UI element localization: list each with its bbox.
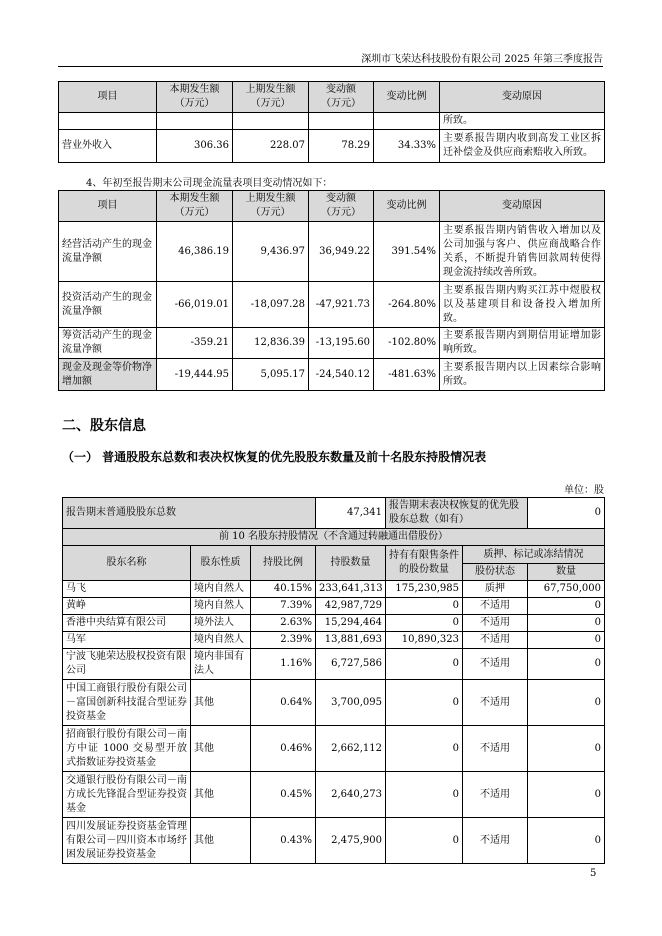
shareholder-count: 67,750,000: [528, 581, 605, 598]
shareholder-restricted: 0: [386, 680, 463, 726]
shareholder-header-row: [63, 546, 605, 564]
row-ratio: -481.63%: [374, 359, 440, 391]
shareholder-count: 0: [528, 818, 605, 864]
table-cell: [374, 113, 440, 130]
reason-continuation: 所致。: [440, 113, 605, 130]
table-row: [63, 649, 605, 680]
col-header-change-text: 变动额 （万元）: [321, 84, 361, 109]
row-item: 营业外收入: [59, 130, 157, 163]
col-header-restricted: 持有有限售条件的股份数量: [386, 546, 463, 581]
shareholder-name: 中国工商银行股份有限公司－富国创新科技混合型证券投资基金: [63, 680, 191, 726]
shareholder-nature: 其他: [191, 726, 251, 772]
row-item: 经营活动产生的现金流量净额: [59, 222, 157, 282]
shareholder-status: 不适用: [463, 726, 528, 772]
shareholder-status: 不适用: [463, 598, 528, 615]
row-reason: 主要系报告期内到期信用证增加影响所致。: [440, 328, 605, 359]
shareholder-quantity: 6,727,586: [316, 649, 386, 680]
shareholder-restricted: 0: [386, 598, 463, 615]
row-current: -359.21: [157, 328, 233, 359]
row-reason: 主要系报告期内销售收入增加以及公司加强与客户、供应商战略合作关系，不断提升销售回款周转使得现金流持续改善所致。: [440, 222, 605, 282]
row-previous: 9,436.97: [233, 222, 309, 282]
total-shareholders-label: 报告期末普通股股东总数: [63, 498, 316, 529]
table-row: [59, 113, 605, 130]
row-current: -66,019.01: [157, 282, 233, 328]
col-header-status: 股份状态: [463, 564, 528, 581]
col-header-change: [309, 82, 374, 113]
shareholder-nature: 其他: [191, 772, 251, 818]
shareholder-quantity: 15,294,464: [316, 615, 386, 632]
shareholder-count: 0: [528, 615, 605, 632]
shareholder-restricted: 0: [386, 726, 463, 772]
shareholder-quantity: 3,700,095: [316, 680, 386, 726]
unit-label: 单位：股: [564, 485, 604, 496]
col-header-change-text: 变动额 （万元）: [321, 193, 361, 218]
shareholder-ratio: 0.45%: [251, 772, 316, 818]
row-change: 36,949.22: [309, 222, 374, 282]
report-header: 深圳市飞荣达科技股份有限公司 2025 年第三季度报告: [361, 54, 603, 65]
col-header-ratio: 变动比例: [374, 82, 440, 113]
table-row: [63, 680, 605, 726]
table-row: [59, 328, 605, 359]
shareholder-name: 黄峥: [63, 598, 191, 615]
table-cell: [157, 113, 233, 130]
preferred-shareholders-value: 0: [528, 498, 605, 529]
col-header-previous: [233, 191, 309, 222]
col-header-item: 项目: [59, 191, 157, 222]
shareholder-count: 0: [528, 772, 605, 818]
shareholder-quantity: 2,475,900: [316, 818, 386, 864]
shareholder-status: 不适用: [463, 680, 528, 726]
shareholder-name: 香港中央结算有限公司: [63, 615, 191, 632]
shareholder-restricted: 175,230,985: [386, 581, 463, 598]
shareholder-name: 马军: [63, 632, 191, 649]
table-header-row: [59, 82, 605, 113]
row-item: 筹资活动产生的现金流量净额: [59, 328, 157, 359]
shareholder-nature: 境外法人: [191, 615, 251, 632]
table-row: [63, 581, 605, 598]
table-row: [63, 726, 605, 772]
col-header-ratio: 持股比例: [251, 546, 316, 581]
shareholder-count: 0: [528, 680, 605, 726]
total-shareholders-row: [63, 498, 605, 529]
row-change: -47,921.73: [309, 282, 374, 328]
col-header-current-text: 本期发生额 （万元）: [169, 84, 220, 109]
shareholder-table: [62, 497, 605, 864]
col-header-name: 股东名称: [63, 546, 191, 581]
shareholder-name: 马飞: [63, 581, 191, 598]
shareholder-nature: 其他: [191, 818, 251, 864]
row-ratio: -264.80%: [374, 282, 440, 328]
row-current: 306.36: [157, 130, 233, 163]
col-header-previous-text: 上期发生额 （万元）: [245, 193, 296, 218]
shareholder-count: 0: [528, 726, 605, 772]
table-cell: [233, 113, 309, 130]
shareholder-ratio: 2.39%: [251, 632, 316, 649]
table-row: [59, 130, 605, 163]
shareholder-nature: 其他: [191, 680, 251, 726]
table-row: [63, 615, 605, 632]
col-header-item: 项目: [59, 82, 157, 113]
shareholder-name: 宁波飞驰荣达股权投资有限公司: [63, 649, 191, 680]
shareholder-ratio: 40.15%: [251, 581, 316, 598]
table-row: [59, 282, 605, 328]
shareholder-quantity: 2,640,273: [316, 772, 386, 818]
shareholder-restricted: 0: [386, 649, 463, 680]
col-header-previous-text: 上期发生额 （万元）: [245, 84, 296, 109]
shareholder-name: 交通银行股份有限公司－南方成长先锋混合型证券投资基金: [63, 772, 191, 818]
col-header-current: [157, 82, 233, 113]
shareholder-status: 不适用: [463, 632, 528, 649]
col-header-previous: [233, 82, 309, 113]
row-item: 投资活动产生的现金流量净额: [59, 282, 157, 328]
row-current: -19,444.95: [157, 359, 233, 391]
table-header-row: [59, 191, 605, 222]
col-header-reason: 变动原因: [440, 191, 605, 222]
col-header-reason: 变动原因: [440, 82, 605, 113]
shareholder-quantity: 13,881,693: [316, 632, 386, 649]
section-title-shareholders: 二、股东信息: [62, 418, 146, 434]
shareholder-status: 不适用: [463, 818, 528, 864]
col-header-nature: 股东性质: [191, 546, 251, 581]
row-item: 现金及现金等价物净增加额: [59, 359, 157, 391]
row-ratio: 34.33%: [374, 130, 440, 163]
top10-title: 前 10 名股东持股情况（不含通过转融通出借股份）: [63, 529, 605, 546]
row-ratio: 391.54%: [374, 222, 440, 282]
shareholder-name: 四川发展证券投资基金管理有限公司－四川资本市场纾困发展证券投资基金: [63, 818, 191, 864]
table-row: [59, 222, 605, 282]
shareholder-quantity: 233,641,313: [316, 581, 386, 598]
shareholder-status: 不适用: [463, 649, 528, 680]
row-ratio: -102.80%: [374, 328, 440, 359]
col-header-current: [157, 191, 233, 222]
col-header-change: [309, 191, 374, 222]
shareholder-nature: 境内自然人: [191, 632, 251, 649]
shareholder-status: 不适用: [463, 615, 528, 632]
page-number: 5: [590, 868, 597, 879]
col-header-pledge: 质押、标记或冻结情况: [463, 546, 605, 564]
shareholder-restricted: 0: [386, 615, 463, 632]
shareholder-ratio: 0.43%: [251, 818, 316, 864]
row-reason: 主要系报告期内以上因素综合影响所致。: [440, 359, 605, 391]
shareholder-restricted: 0: [386, 772, 463, 818]
col-header-ratio: 变动比例: [374, 191, 440, 222]
row-change: -24,540.12: [309, 359, 374, 391]
table-row: [63, 818, 605, 864]
shareholder-count: 0: [528, 649, 605, 680]
shareholder-nature: 境内自然人: [191, 581, 251, 598]
row-change: 78.29: [309, 130, 374, 163]
col-header-quantity: 持股数量: [316, 546, 386, 581]
income-change-table: [58, 81, 605, 163]
shareholder-quantity: 2,662,112: [316, 726, 386, 772]
table-row: [59, 359, 605, 391]
subsection-title-shareholders: （一） 普通股股东总数和表决权恢复的优先股股东数量及前十名股东持股情况表: [62, 450, 487, 464]
shareholder-ratio: 2.63%: [251, 615, 316, 632]
col-header-current-text: 本期发生额 （万元）: [169, 193, 220, 218]
shareholder-nature: 境内自然人: [191, 598, 251, 615]
shareholder-ratio: 7.39%: [251, 598, 316, 615]
table-row: [63, 598, 605, 615]
table-row: [63, 632, 605, 649]
shareholder-nature: 境内非国有法人: [191, 649, 251, 680]
shareholder-count: 0: [528, 598, 605, 615]
shareholder-quantity: 42,987,729: [316, 598, 386, 615]
shareholder-name: 招商银行股份有限公司－南方中证 1000 交易型开放式指数证券投资基金: [63, 726, 191, 772]
row-change: -13,195.60: [309, 328, 374, 359]
preferred-shareholders-label: 报告期末表决权恢复的优先股股东总数（如有）: [386, 498, 528, 529]
cashflow-change-table: [58, 190, 605, 391]
shareholder-count: 0: [528, 632, 605, 649]
shareholder-status: 不适用: [463, 772, 528, 818]
row-reason: 主要系报告期内购买江苏中煜股权以及基建项目和设备投入增加所致。: [440, 282, 605, 328]
table-row: [63, 772, 605, 818]
header-divider: [58, 66, 603, 67]
row-previous: 228.07: [233, 130, 309, 163]
row-previous: -18,097.28: [233, 282, 309, 328]
row-previous: 5,095.17: [233, 359, 309, 391]
shareholder-status: 质押: [463, 581, 528, 598]
shareholder-restricted: 0: [386, 818, 463, 864]
shareholder-ratio: 1.16%: [251, 649, 316, 680]
table-cell: [309, 113, 374, 130]
row-reason: 主要系报告期内收到高发工业区拆迁补偿金及供应商索赔收入所致。: [440, 130, 605, 163]
col-header-count: 数量: [528, 564, 605, 581]
shareholder-restricted: 10,890,323: [386, 632, 463, 649]
total-shareholders-value: 47,341: [316, 498, 386, 529]
row-current: 46,386.19: [157, 222, 233, 282]
shareholder-ratio: 0.46%: [251, 726, 316, 772]
section4-title: 4、年初至报告期末公司现金流量表项目变动情况如下：: [86, 178, 333, 189]
shareholder-ratio: 0.64%: [251, 680, 316, 726]
row-previous: 12,836.39: [233, 328, 309, 359]
table-cell: [59, 113, 157, 130]
top10-title-row: [63, 529, 605, 546]
